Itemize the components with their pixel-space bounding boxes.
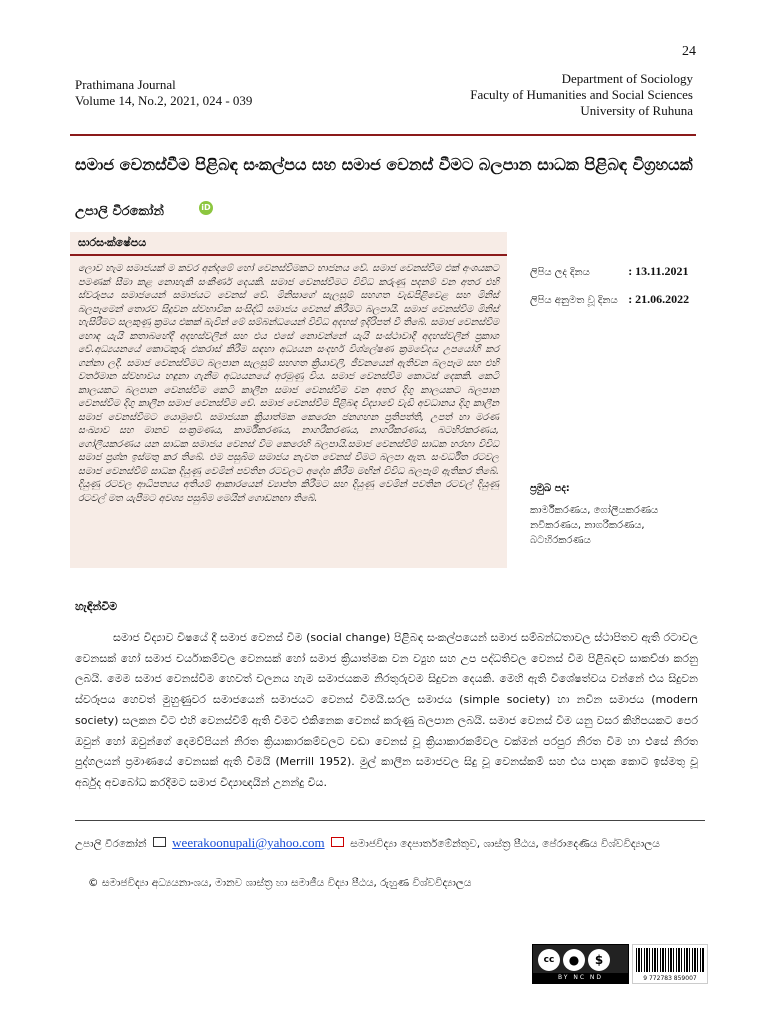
journal-name: Prathimana Journal bbox=[75, 77, 176, 92]
received-date-row bbox=[530, 264, 689, 279]
received-date-value: : 13.11.2021 bbox=[628, 264, 689, 278]
barcode-lines bbox=[636, 948, 704, 972]
accepted-date-label: ලිපිය අනුමත වූ දිනය bbox=[530, 295, 618, 306]
introduction-text: සමාජ විද්‍යාව විෂයේ දී සමාජ වෙනස් වීම (social change) පිළිබඳ සංකල්පයෙන් සමාජ සම්බන්ධතාවල ස්ථාපිතව ඇති රටාවල වෙනසක් හෝ සමාජ චර්යාකම්වල වෙනසක් හෝ සමාජ ක්‍රියාත්මක වන ව්‍යුහ සහ උප පද්ධතිවල වෙනස් වීම පිළිබඳව සාකච්ඡා කරනු ලබයි. මෙම සමාජ වෙනස්වීම හෙවත් චලනය හැම සමාජයකම නිරතුරුවම සිදුවන දෙයකි. මෙහි ඇති විශේෂත්වය වන්නේ එය සිදුවන ස්වරූපය හෙවත් මුහුණුවර සමාජයෙන් සමාජයට වෙනස් විමයි.සරල සමාජය (simple society) හා නවීන සමාජය (modern society) සලකන විට එහි වෙනස්වීම් ඇති වීමට එකිනෙක වෙනස් කරුණු බලපාන ලබයි. සමාජ වෙනස් වීම යනු වසර කිහිපයකට පෙර ඔවුන් හෝ ඔවුන්ගේ දෙමව්පියන් නිරත ක්‍රියාකාරකම්වලට වඩා වෙනස් වූ ක්‍රියාකාරකම්වල වක්මන් පරපුර නිරත වීම හා එසේ නිරත පුද්ගලයන් ප්‍රමාණයේ වෙනසක් ඇති වීමයි (Merrill 1952). මුල් කාලීන සමාජවල සිදු වූ වෙනස්කම් සහ එය පාදක කොට ඉස්මතු වූ අර්බුද අවබෝධ කරදීමට සමාජ විද්‍යාඥයින් උනන්දු විය. bbox=[75, 631, 698, 789]
cc-icon: cc bbox=[538, 949, 560, 971]
abstract-text: ලොව හැම සමාජයක් ම කවර අන්දමේ හෝ වෙනස්වීමකට භාජනය වේ. සමාජ වෙනස්වීම එක් අංශයකට පමණක් සීමා කළ නොහැකි සංකීර්ණ දෙයකි. සමාජ වෙනස්වීමට විවිධ කරුණු පදනම් වන අතර එහි ස්වරූපය සමාජයෙන් සමාජයට වෙනස් වේ. මිනිසාගේ සැලසුම් සහගත වැඩපිළිවෙළ සහ මිනිස් බලපෑමෙන් තොරව සිදුවන ස්වභාවික සංසිද්ධි සමාජය වෙනස් කිරීමට බලපායි. සමාජ වෙනස්වීම මිනිස් හැසිරීමට සලකුණු ක්‍රමය එකක් බැවින් මේ සම්බන්ධයෙන් විවිධ අදහස් ඉදිරිපත් වී තිබේ. සමාජ වෙනස්වීම හොඳ යැයි කතාබහේදී අදහස්වලින් සහ එය එසේ නොවන්නේ යැයි සංස්ථාවාදී අදහස්වලින් ප්‍රකාශ වේ.අධ්‍යයනයේ කොටකුරු එකරාස් කිරීම සඳහා අධ්‍යයන සංදර්භ විශ්ලේෂණ ක්‍රමවේදය උපයෝගී කර ගන්නා ලදී. සමාජ වෙනස්වීමට බලපාන සැලසුම් සහගත ක්‍රියාවලි, ජීවනයෙන් ඇතිවන බලපෑම සහ එහි වර්තමාන ස්වභාවය හඳුනා ගැනීම අධ්‍යයනයේ අරමුණු විය. සමාජ වෙනස්වීම කොටස් දෙකකි. කෙටි කාලයකට බලපාන වෙනස්වීම කෙටි කාලීන සමාජ වෙනස්වීම වන අතර දිගු කාලයකට බලපාන වෙනස්වීම දිගු කාලීන සමාජ වෙනස්වීම වේ. සමාජ වෙනස්වීම පිළිබඳ විද්‍යාවේ වැඩි අවධානය දිගු කාලීන සමාජ වෙනස්වීමට යොමුවේ. සමාජයක ක්‍රියාත්මක කෙරෙන ජනගහන ප්‍රතිපත්ති, උපත් හා මරණ සංඛ්‍යාව සහ මානව සංක්‍රමණය, කාර්මීකරණය, නාගරීකරණය, නාගරීකරණය, බටහිරකරණය, ගෝලීයකරණය යන සාධක සමාජය වෙනස් වීම කෙරෙහි බලපායි.සමාජ වෙනස්වීම් සාධක හරහා විවිධ සමාජ ප්‍රශ්න ඉස්මතු කර තිබේ. එම පසුබිම සමාජය නැවත වෙනස් වීමට බලපා ඇත. සංවර්ධිත රටවල සමාජ වෙනස්වීම් සාධක දියුණු වෙමින් පවතින රටවලට අදේශ කිරීම මඟින් විවිධ බලපෑම් ඇතිකර තිබේ. දියුණු රටවල ආධිපත්‍යය අතියම් ආකාරයෙන් ව්‍යාප්ත කිරීමට සහ දියුණු වෙමින් පවතින රටවල් දියුණු රටවල් මත යැපීමට අවශ්‍ය පසුබිම මෙයින් ගොඩනඟා තිබේ. bbox=[78, 263, 499, 504]
footer-divider bbox=[75, 820, 705, 821]
accepted-date-value: : 21.06.2022 bbox=[628, 292, 690, 306]
issn-barcode bbox=[632, 944, 708, 984]
email-icon bbox=[153, 837, 166, 847]
keywords-heading: ප්‍රමුඛ පද: bbox=[530, 483, 570, 494]
article-title: සමාජ වෙනස්වීම පිළිබඳ සංකල්පය සහ සමාජ වෙනස් වීමට බලපාන සාධක පිළිබඳ විග්‍රහයක් bbox=[75, 155, 693, 174]
abstract-box bbox=[70, 232, 507, 568]
attribution-icon: ● bbox=[563, 949, 585, 971]
footnote-affiliation: සමාජවිද්‍යා දෙපාර්තමේන්තුව, ශාස්ත්‍ර පීඨය, පේරාදෙණිය විශ්වවිද්‍යාලය bbox=[350, 838, 660, 850]
page-number: 24 bbox=[682, 44, 696, 59]
barcode-number: 9 772783 859007 bbox=[643, 975, 697, 982]
received-date-label: ලිපිය ලද දිනය bbox=[530, 267, 590, 278]
noncommercial-icon: $ bbox=[588, 949, 610, 971]
journal-info bbox=[75, 77, 252, 109]
header-divider bbox=[70, 134, 696, 136]
faculty-line: Faculty of Humanities and Social Sciences bbox=[470, 87, 693, 102]
orcid-icon[interactable]: iD bbox=[199, 201, 213, 215]
author-email-link[interactable]: weerakoonupali@yahoo.com bbox=[172, 835, 325, 850]
university-line: University of Ruhuna bbox=[580, 103, 693, 118]
abstract-header bbox=[70, 232, 507, 256]
author-footnote bbox=[75, 835, 698, 852]
creative-commons-license-badge[interactable] bbox=[532, 944, 629, 984]
department-line: Department of Sociology bbox=[561, 71, 693, 86]
journal-volume: Volume 14, No.2, 2021, 024 - 039 bbox=[75, 93, 253, 108]
footnote-author: උපාලි වීරකෝන් bbox=[75, 838, 147, 850]
abstract-heading: සාරසංක්ෂේපය bbox=[78, 236, 147, 249]
address-icon bbox=[331, 837, 344, 847]
license-icons-label: BY NC ND bbox=[533, 973, 628, 983]
article-author: උපාලි වීරකෝන් bbox=[75, 204, 164, 219]
accepted-date-row bbox=[530, 292, 689, 307]
copyright-notice: © සමාජවිද්‍යා අධ්‍යයනාංශය, මානව ශාස්ත්‍ර හා සමාජීය විද්‍යා පීඨය, රුහුණ විශ්වවිද්‍යාලය bbox=[88, 877, 472, 889]
keywords-text: කාර්මීකරණය, ගෝලීයකරණය නවීකරණය, නාගරීකරණය, බටහිරකරණය bbox=[530, 505, 659, 546]
department-info bbox=[470, 71, 693, 119]
introduction-heading: හැඳින්වීම bbox=[75, 600, 118, 613]
